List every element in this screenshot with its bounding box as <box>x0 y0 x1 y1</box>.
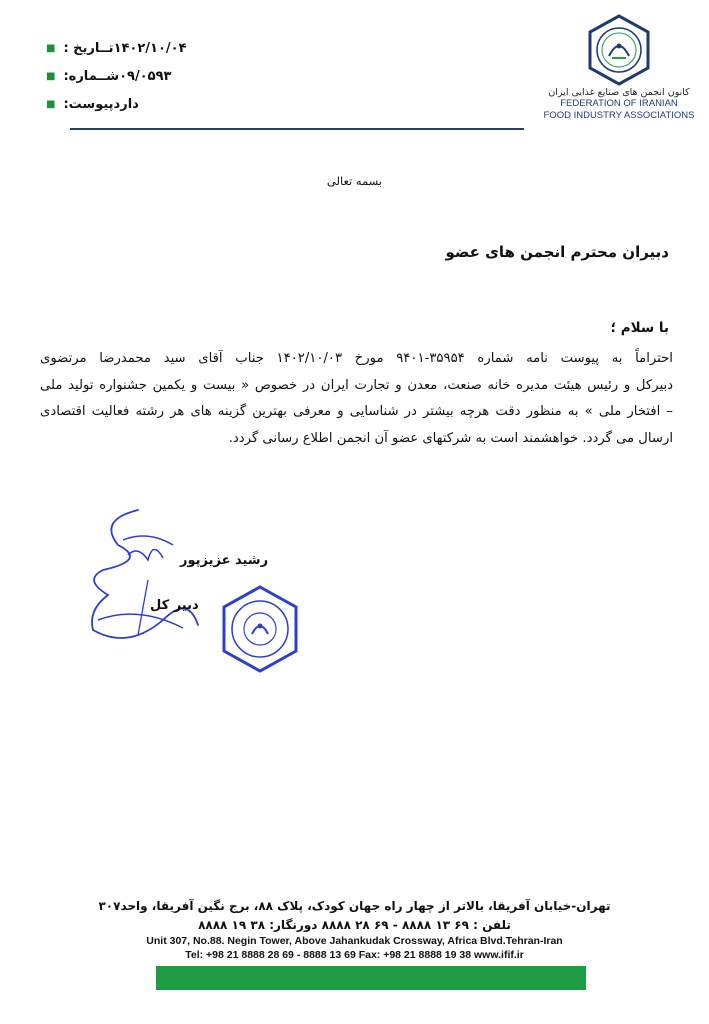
footer-address-fa: تهران-خیابان آفریقا، بالاتر از چهار راه جهان کودک، پلاک ۸۸، برج نگین آفریقا، واحد۳۰۷ <box>98 899 611 913</box>
bullet-icon: ■ <box>46 42 56 54</box>
basmala: بسمه تعالی <box>326 174 383 188</box>
logo-name-en-2: FOOD INDUSTRY ASSOCIATIONS <box>543 110 695 121</box>
header-divider <box>70 128 524 130</box>
number-label: شــماره: <box>63 68 120 84</box>
signatory-title: دبیر کل <box>150 598 199 613</box>
meta-date <box>40 34 190 62</box>
body-line: ارسال می گردد. خواهشمند است به شرکتهای عضو آن انجمن اطلاع رسانی گردد. <box>228 430 673 446</box>
number-value: ۰۹/۰۵۹۳ <box>119 68 172 84</box>
attachment-label: پیوست: <box>63 96 114 112</box>
body-line: – افتخار ملی » به منظور دقت هرچه بیشتر در شناسایی و معرفی بهترین گزینه های هر رشته فعالیت اقتصادی <box>40 404 673 419</box>
signatory-name: رشید عزیزپور <box>180 553 269 568</box>
bullet-icon: ■ <box>46 98 56 110</box>
letter-meta <box>40 34 190 118</box>
footer-contact-en: Tel: +98 21 8888 28 69 - 8888 13 69 Fax: +98 21 8888 19 38 www.ifif.ir <box>185 949 524 961</box>
letter-footer <box>0 896 709 962</box>
meta-attachment <box>40 90 190 118</box>
handwritten-signature <box>78 500 218 650</box>
attachment-value: دارد <box>113 96 139 112</box>
body-line: احتراماً به پیوست نامه شماره ۳۵۹۵۴-۹۴۰۱ مورخ ۱۴۰۲/۱۰/۰۳ جناب آقای سید محمدرضا مرتضوی <box>40 351 673 366</box>
logo-name-en-1: FEDERATION OF IRANIAN <box>560 98 678 109</box>
federation-emblem-icon <box>583 14 655 86</box>
date-value: ۱۴۰۲/۱۰/۰۴ <box>113 40 187 56</box>
meta-number <box>40 62 190 90</box>
footer-address-en: Unit 307, No.88. Negin Tower, Above Jahankudak Crossway, Africa Blvd.Tehran-Iran <box>146 935 563 947</box>
recipient-heading: دبیران محترم انجمن های عضو <box>445 243 669 261</box>
date-label: تــاریخ : <box>63 40 114 56</box>
footer-color-bar <box>156 966 586 990</box>
logo-name-fa: کانون انجمن های صنایع غذایی ایران <box>548 87 690 98</box>
bullet-icon: ■ <box>46 70 56 82</box>
greeting: با سلام ؛ <box>610 320 669 336</box>
letter-body <box>40 346 673 452</box>
body-line: دبیرکل و رئیس هیئت مدیره خانه صنعت، معدن و تجارت ایران در خصوص « بیست و یکمین جشنواره تولید ملی <box>40 377 673 393</box>
footer-phones-fa: تلفن : ۶۹ ۱۳ ۸۸۸۸ - ۶۹ ۲۸ ۸۸۸۸ دورنگار: ۳۸ ۱۹ ۸۸۸۸ <box>198 918 511 932</box>
federation-logo <box>534 14 704 122</box>
official-stamp <box>218 584 302 674</box>
